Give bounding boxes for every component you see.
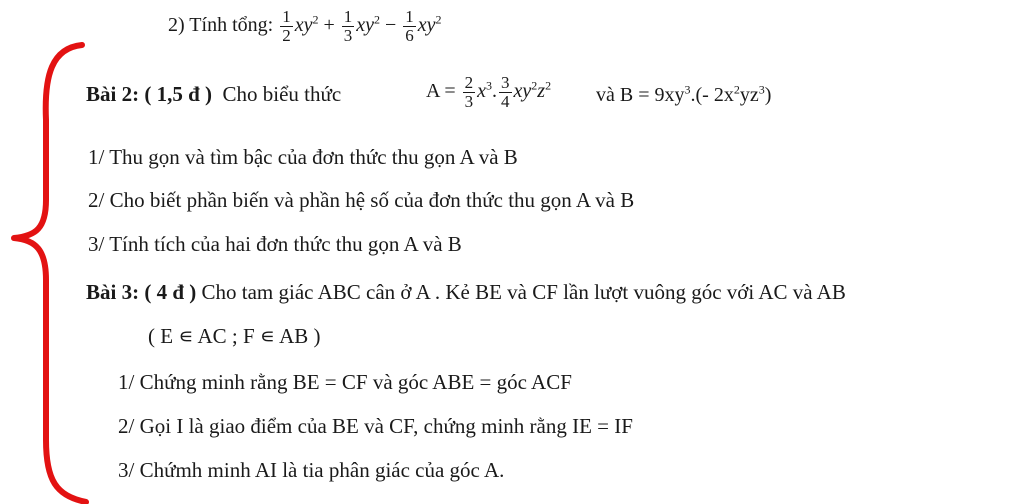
bai2-question-1: 1/ Thu gọn và tìm bậc của đơn thức thu gọn A và B [88, 145, 518, 169]
fraction-one-half: $\frac{1}{2}$ [282, 7, 291, 45]
bai3-title: Bài 3: ( 4 đ ) [86, 280, 197, 304]
bai2-intro: Cho biểu thức [222, 82, 342, 106]
bai2-expression-A: A = $\frac{2}{3}$ $x^3$. $\frac{3}{4}$ $xy^2z^2$ [426, 73, 552, 111]
bai3-question-3: 3/ Chứmh minh AI là tia phân giác của góc A. [118, 458, 505, 482]
bai2-expression-B: và $B = 9xy^3.(-$ $2x^2yz^3$) [596, 82, 772, 106]
fraction-one-third: $\frac{1}{3}$ [343, 7, 353, 45]
bai3-intro: Cho tam giác ABC cân ở A . Kẻ BE và CF lần lượt vuông góc với AC và AB [201, 280, 846, 304]
red-curly-brace-icon [0, 0, 100, 504]
bai3-heading [86, 282, 846, 303]
bai3-question-2: 2/ Gọi I là giao điểm của BE và CF, chứng minh rằng IE = IF [118, 414, 633, 438]
bai2-question-2: 2/ Cho biết phần biến và phần hệ số của đơn thức thu gọn A và B [88, 188, 635, 212]
bai2-heading [86, 84, 341, 105]
fraction-one-sixth: $\frac{1}{6}$ [405, 7, 414, 45]
bai3-question-1: 1/ Chứng minh rằng BE = CF và góc ABE = góc ACF [118, 370, 572, 394]
bai2-title: Bài 2: ( 1,5 đ ) [86, 82, 212, 106]
sum-exercise-line: 2) Tính tổng: $\frac{1}{2}$ $xy^2$ + $\frac{1}{3}$ $xy^2$ − $\frac{1}{6}$ $xy^2$ [168, 7, 442, 45]
bai3-condition: ( E ∊ AC ; F ∊ AB ) [148, 324, 321, 348]
sum-exercise-label: 2) Tính tổng: [168, 13, 274, 36]
bai2-question-3: 3/ Tính tích của hai đơn thức thu gọn A và B [88, 232, 462, 256]
